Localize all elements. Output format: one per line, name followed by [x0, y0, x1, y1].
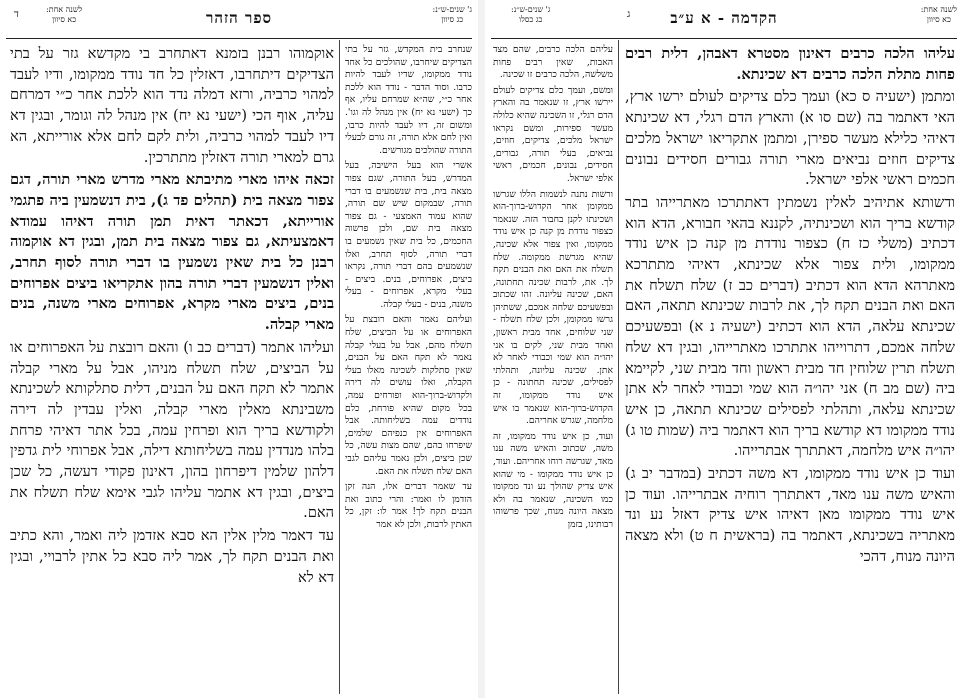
book-gutter [478, 0, 485, 698]
left-page-number: ד [14, 9, 19, 20]
left-header-corner-right-line1: ג' שנים-ש״נ: [432, 5, 472, 14]
right-column-divider [618, 40, 619, 694]
main-paragraph: ועוד כן איש נודד ממקומו, דא משה דכתיב (במדבר יב ג) והאיש משה ענו מאד, דאתתרך רוחיה אבתרייהו. ועוד כן איש נודד ממקומו מאן דאיהו איש צדיק דאזל נע ונד מאתריה בשכינתא, דאתמר בה (בראשית ח ט) ולא מצאה היונה מנוח, דהכי [625, 465, 955, 565]
main-paragraph: אוקמוהו רבנן בזמנא דאתחרב בי מקדשא גזר על בתי הצדיקים דיתחרבו, דאזלין כל חד נודד ממקומו, ודיו לעבד למהוי כרביה, ורזא דמלה נדד הוא ללכת אחר כ״י דמרחם עליה, אוף הכי (ישעי נא יח) אין מנהל לה וגומר, ובגין דא דיו לעבד למהוי כרביה, ולית לקם לחם אלא אורייתא, הא גרם למארי תורה דאזלין מתתרכין. [10, 45, 334, 166]
main-paragraph: ודשותא אתיהיב לאלין נשמתין דאתתרכו מאתרייהו בתר קודשא בריך הוא ושכינתיה, לקננא בהאי חבורא, הדא הוא דכתיב (משלי כז ח) כצפור נודדת מן קנה כן איש נודד ממקומו, ולית צפור אלא שכינתא, דאיהי מתתרכא מאתרהא הדא הוא דכתיב (דברים כב ז) שלח תשלח את האם ואת הבנים תקח לך, את לרבות שכינתא תתאה, האם שכינתא עלאה, הדא הוא דכתיב (ישעיה נ א) ובפשעיכם שלחה אמכם, דתרוייהו אתתרכו מאתרייהו, ובגין דא שלח תשלח תרין שלוחין חד מבית ראשון וחד מבית שני, לקיימא ביה (שם מב ח) אני יהו״ה הוא שמי וכבודי לאחר לא אתן שכינתא עלאה, ותהלתי לפסילים שכינתא תתאה, כן איש נודד ממקומו דא קודשא בריך הוא דאתמר ביה (שמות טו ג) יהו״ה איש מלחמה, דאתתרך אבתרייהו. [625, 193, 955, 460]
main-paragraph: עד דאמר מלין אלין הא סבא אזדמן ליה ואמר, והא כתיב ואת הבנים תקח לך, אמר ליה סבא כל אתין לרבויי, ובגין דא לא [10, 527, 334, 586]
right-header-corner-right-line1: לשנה אחת: [920, 5, 957, 14]
left-header-corner-left-line1: לשנה אחת: [46, 5, 83, 14]
main-paragraph: ומתמן (ישעיה ס כא) ועמך כלם צדיקים לעולם ירשו ארץ, האי דאתמר בה (שם סו א) והארץ הדם רגלי, דא שכינתא דאיהי כלילא מעשר ספירן, ומתמן אתקריאו ישראל מלכים צדיקים חוזים נביאים מארי תורה גבורים חסידים נבונים חכמים ראשי אלפי ישראל. [625, 88, 955, 189]
right-header-corner-right-line2: כא סיוון [926, 15, 951, 24]
main-paragraph: עליהו הלכה כרבים דאינון מסטרא דאבהן, דלית רבים פחות מתלת הלכה כרבים דא שכינתא. [625, 45, 955, 83]
commentary-paragraph: ורשות נתנה לנשמות הללו שגרשו ממקומן אחר הקדוש-ברוך-הוא ושכינתו לקנן בחבור הזה. שנאמר כצפור נודדת מן קנה כן איש נודד ממקומו, ואין צפור אלא שכינה, שהיא מגרשת ממקומה. שלח תשלח את האם ואת הבנים תקח לך. את, לרבות שכינה תחתונה, האם, שכינה עליונה. זהו שכתוב ובפשעיכם שלחה אמכם, ששתיהן גרשו ממקומן, ולכן שלח תשלח - שני שלוחים, אחד מבית ראשון, ואחד מבית שני, לקים בו אני יהו״ה הוא שמי וכבודי לאחר לא אתן. שכינה עליונה, ותהלתי לפסילים, שכינה תחתונה - כן איש נודד ממקומו, זה הקדוש-ברוך-הוא שנאמר בו איש מלחמה, שגרש אחריהם. [493, 188, 613, 427]
right-page-title: הקדמה - א ע״ב [670, 9, 778, 27]
commentary-paragraph: עליהם הלכה כרבים, שהם מצד האבות, שאין רבים פחות משלשה, הלכה כרבים זו שכינה. [493, 44, 613, 81]
right-header-corner-left-line2: כג כסלו [519, 15, 543, 24]
left-header-corner-left-line2: כא סיוון [52, 15, 77, 24]
commentary-paragraph: ומשם, ועמך כלם צדיקים לעולם יירשו ארץ, זו שנאמר בה והארץ הדם רגלי, זו השכינה שהיא כלולה מעשר ספירות, ומשם נקראו ישראל מלכים, צדיקים, חוזים, נביאים, בעלי תורה, גבורים, חסידים, נבונים, חכמים, ראשי אלפי ישראל. [493, 84, 613, 184]
commentary-paragraph: שנחרב בית המקדש, גזר על בתי הצדיקים שיחרבו, שהולכים כל אחד נודד ממקומו, שדיו לעבד להיות כרבו. וסוד הדבר - נודד הוא ללכת אחר כ״י, שה״א שמרחם עליו, אף כך (ישעי נא יח) אין מנהל לה וגו'. ומשום זה, דיו לעבד להיות כרבו, ואין לחם אלא תורה, זה גורם לבעלי התורה שהולכים מגורשים. [345, 44, 472, 156]
left-page [0, 0, 478, 698]
right-commentary-column [493, 44, 613, 696]
right-header-corner-left [511, 5, 550, 25]
left-page-title: ספר הזהר [205, 9, 273, 27]
right-header-corner-left-line1: ג' שנים-ש״נ: [511, 5, 551, 14]
left-header-corner-right-line2: כג סיוון [441, 15, 464, 24]
main-paragraph: זכאה איהו מארי מתיבתא מארי מדרש מארי תורה, דגם צפור מצאה בית (תהלים פד ג), בית דנשמעין ביה פתגמי אורייתא, דכאתר דאית תמן תורה דאיהו עמודא דאמצעיתא, גם צפור מצאה בית תמן, ובגין דא אוקמוה רבנן כל בית שאין נשמעין בו דברי תורה לסוף תחרב, ואלין דנשמעין דברי תורה בהון אתקריאו ביצים אפרוחים בנים, ביצים מארי מקרא, אפרוחים מארי משנה, בנים מארי קבלה. [10, 171, 334, 334]
commentary-paragraph: ועליהם נאמר והאם רובצת על האפרוחים או על הביצים, שלח תשלח מהם, אבל על בעלי קבלה נאמר לא תקח האם על הבנים, שאין סתלקות לשכינה מאלו בעלי הקבלה, ואלו עושים לה דירה ולקדוש-ברוך-הוא ופורחים עמה, בכל מקום שהיא פורחת, כלם נודדים עמה בשליחותה. אבל האפרוחים אין כנפיהם שלמים, שיפרחו בהם, שהם מצות עשה, כל שכן ביצים, ולכן נאמר עליהם לגבי האם שלח תשלח את האם. [345, 314, 472, 477]
right-main-text-column [625, 44, 955, 696]
left-commentary-column [345, 44, 472, 696]
left-column-divider [339, 40, 340, 694]
commentary-paragraph: ועוד, כן איש נודד ממקומו, זה משה, שכתוב והאיש משה ענו מאד, שגרשה רוחו אחריהם. ועוד, כן איש נודד ממקומו - מי שהוא איש צדיק שהולך נע ונד ממקומו כמו השכינה, שנאמר בה ולא מצאה היונה מנוח, שכך פרשוהו רבותינו, בזמן [493, 430, 613, 530]
commentary-paragraph: עד שאמר דברים אלו, הנה זקן הזדמן לו ואמר: והרי כתוב ואת הבנים תקח לך! אמר לו: זקן, כל האתין לרבות, ולכן לא אמר [345, 481, 472, 530]
right-page-header [491, 4, 957, 39]
left-main-text-column [10, 44, 334, 696]
left-page-header [6, 4, 472, 39]
commentary-paragraph: אשרי הוא בעל הישיבה, בעל המדרש, בעל התורה, שגם צפור מצאה בית, בית שנשמעים בו דברי תורה, שבמקום שיש שם תורה, שהוא עמוד האמצעי - גם צפור מצאה בית שם, ולכן פרשוה החכמים, כל בית שאין נשמעים בו דברי תורה, לסוף תחרב, ואלו שנשמעים בהם דברי תורה, נקראו ביצים, אפרוחים, בנים. ביצים - בעלי מקרא, אפרוחים - בעלי משנה, בנים - בעלי קבלה. [345, 160, 472, 310]
right-page [485, 0, 963, 698]
left-header-corner-left [46, 5, 82, 25]
main-paragraph: ועליהו אתמר (דברים כב ו) והאם רובצת על האפרוחים או על הביצים, שלח תשלח מניהו, אבל על מארי קבלה אתמר לא תקח האם על הבנים, דלית סתלקותא לשכינתא משבינתא מאלין מארי קבלה, ואלין עבדין לה דירה ולקודשא בריך הוא ופרחין עמה, בכל אתר דאיהי פרחת בלהו מנדדין עמה בשליחותא דילה, אבל אפרוחי לית גדפין דלהון שלמין דיפרחון בהון, דאינון פקודי דעשה, כל שכן ביצים, ובגין דא אתמר עליהו לגבי אימא שלח תשלח את האם. [10, 338, 334, 522]
right-page-number: ג [627, 9, 631, 20]
